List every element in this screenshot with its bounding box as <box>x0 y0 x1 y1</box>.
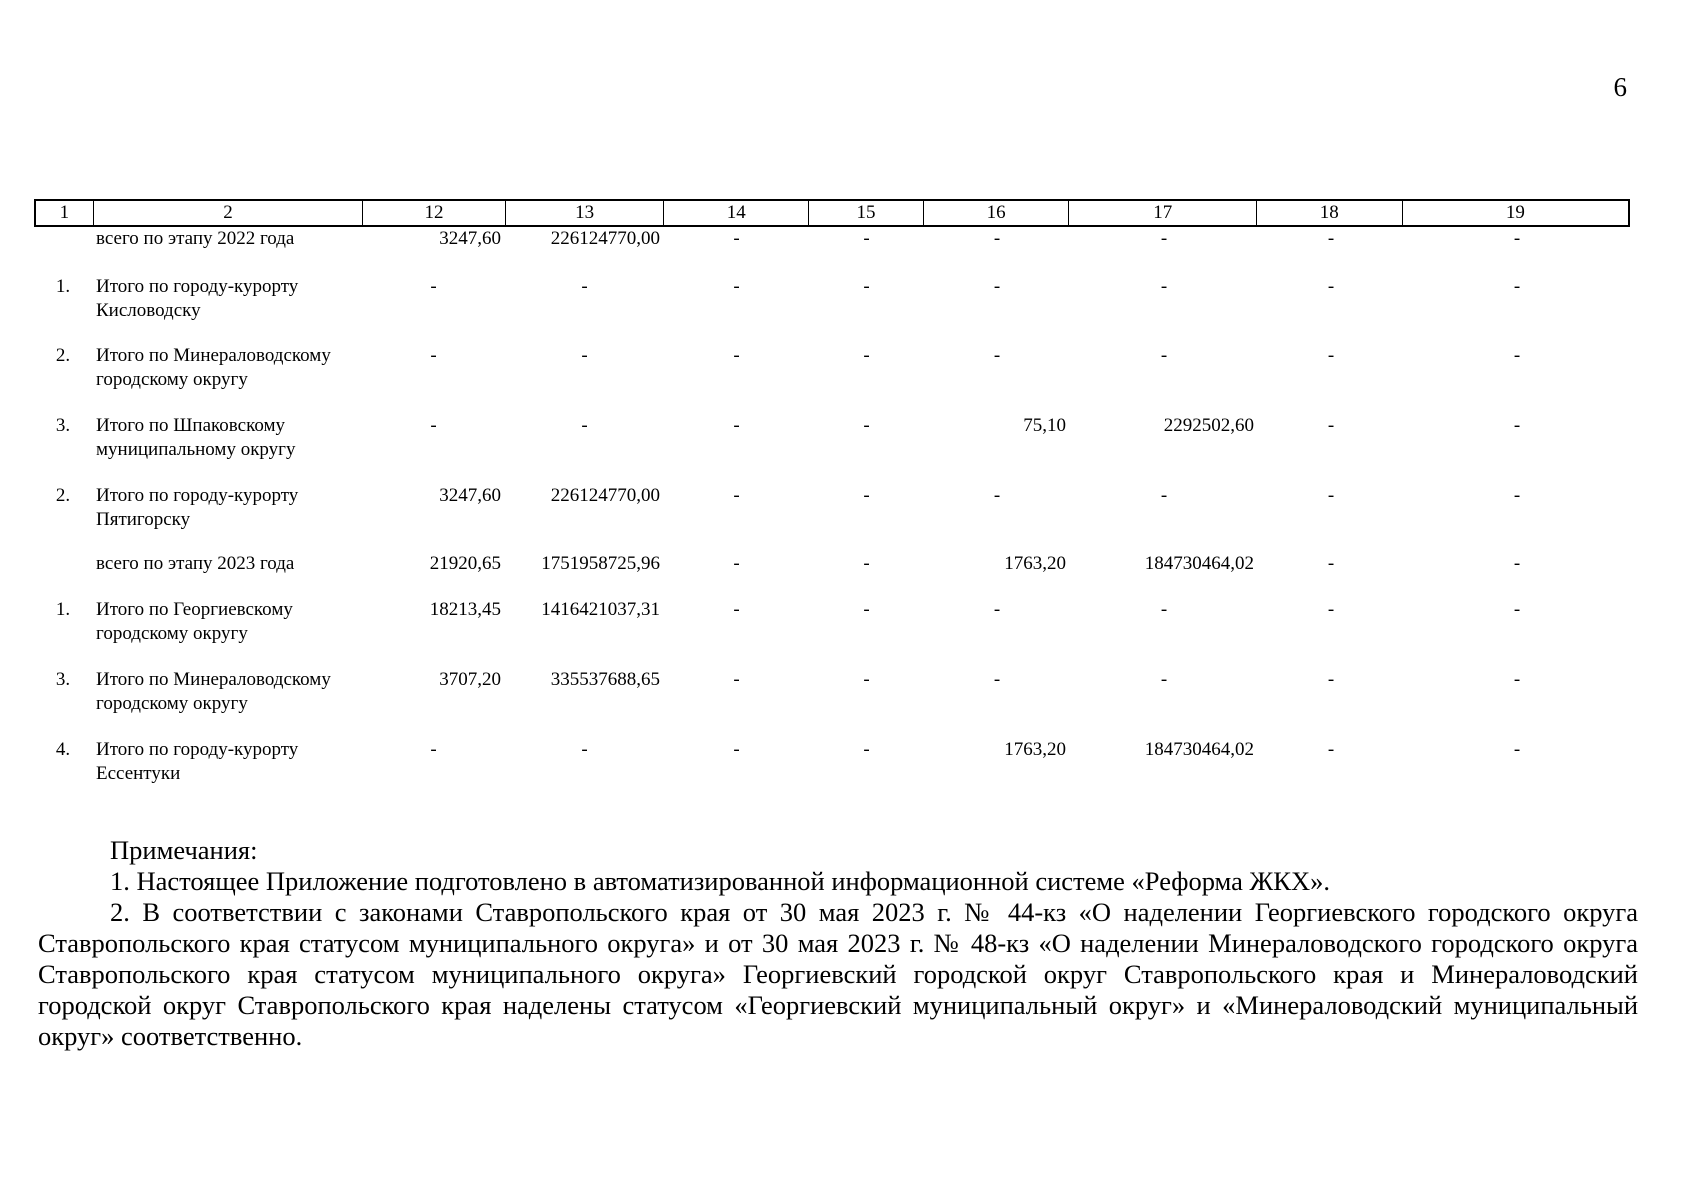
table-cell: 1416421037,31 <box>541 599 660 620</box>
table-cell: 226124770,00 <box>550 228 660 249</box>
table-cell: - <box>863 669 870 690</box>
table-cell: - <box>430 739 437 760</box>
table-cell: - <box>863 599 870 620</box>
table-cell: - <box>1513 669 1521 690</box>
table-row <box>34 275 1630 344</box>
row-name: Итого по Георгиевскому городскому округу <box>96 599 293 644</box>
row-name: Итого по городу-курорту Пятигорску <box>96 485 299 530</box>
note-item: 1. Настоящее Приложение подготовлено в автоматизированной информационной системе «Реформа ЖКХ». <box>110 866 1330 896</box>
table-cell: 1751958725,96 <box>541 553 660 574</box>
row-number: 2. <box>55 485 71 506</box>
table-cell: - <box>1327 669 1335 690</box>
table-cell: - <box>993 669 1001 690</box>
table-body <box>34 227 1630 808</box>
table-cell: 226124770,00 <box>550 485 660 506</box>
table-cell: - <box>581 276 588 297</box>
table-cell: 18213,45 <box>429 599 501 620</box>
table-cell: - <box>1327 228 1335 249</box>
table-cell: - <box>863 276 870 297</box>
table-cell: - <box>581 345 588 366</box>
table-cell: - <box>863 345 870 366</box>
table-cell: - <box>581 739 588 760</box>
table-cell: - <box>863 739 870 760</box>
table-cell: - <box>430 415 437 436</box>
table-cell: - <box>1327 553 1335 574</box>
table-cell: - <box>1160 276 1168 297</box>
table-cell: 1763,20 <box>1004 553 1066 574</box>
table-row <box>34 344 1630 414</box>
table-cell: 184730464,02 <box>1144 739 1254 760</box>
table-cell: - <box>1513 553 1521 574</box>
row-number: 2. <box>55 345 71 366</box>
row-name: Итого по Шпаковскому муниципальному округу <box>96 415 296 460</box>
table-cell: - <box>1327 276 1335 297</box>
row-number: 4. <box>55 739 71 760</box>
table-cell: 21920,65 <box>429 553 501 574</box>
table-cell: - <box>1513 415 1521 436</box>
table-cell: - <box>733 345 740 366</box>
table-cell: - <box>733 415 740 436</box>
table-cell: - <box>1327 345 1335 366</box>
table-cell: - <box>1160 599 1168 620</box>
table-cell: 1763,20 <box>1004 739 1066 760</box>
table-cell: - <box>1160 228 1168 249</box>
column-header: 19 <box>1505 202 1525 223</box>
column-header: 18 <box>1257 201 1403 225</box>
table-cell: 3247,60 <box>439 485 501 506</box>
row-name: всего по этапу 2022 года <box>96 228 295 249</box>
row-name: Итого по Минераловодскому городскому округу <box>96 669 331 714</box>
table-cell: - <box>1160 345 1168 366</box>
table-cell: - <box>863 228 870 249</box>
row-number: 3. <box>55 669 71 690</box>
table-row <box>34 598 1630 668</box>
column-header: 1 <box>36 201 94 225</box>
table-cell: - <box>863 485 870 506</box>
table-cell: - <box>1513 599 1521 620</box>
table-row <box>34 227 1630 275</box>
table-cell: - <box>1513 739 1521 760</box>
table-cell: - <box>863 415 870 436</box>
table-cell: - <box>1327 415 1335 436</box>
table-cell: - <box>863 553 870 574</box>
table-cell: - <box>993 276 1001 297</box>
row-name: всего по этапу 2023 года <box>96 553 295 574</box>
column-header: 16 <box>924 201 1070 225</box>
table-row <box>34 668 1630 738</box>
table-cell: 335537688,65 <box>550 669 660 690</box>
table-cell: - <box>1160 485 1168 506</box>
column-header: 13 <box>506 201 665 225</box>
table-cell: - <box>733 276 740 297</box>
table-cell: - <box>993 228 1001 249</box>
table-header <box>34 199 1630 227</box>
table-cell: 75,10 <box>1023 415 1066 436</box>
table-cell: - <box>1327 599 1335 620</box>
table-cell: - <box>1513 276 1521 297</box>
row-number: 1. <box>55 599 71 620</box>
table-row <box>34 484 1630 552</box>
table-cell: 3707,20 <box>439 669 501 690</box>
table-cell: - <box>993 345 1001 366</box>
row-number <box>34 552 92 598</box>
row-name: Итого по Минераловодскому городскому округу <box>96 345 331 390</box>
table-cell: - <box>1327 739 1335 760</box>
table-cell: - <box>733 669 740 690</box>
row-number: 1. <box>55 276 71 297</box>
notes-title: Примечания: <box>110 835 258 865</box>
table-cell: - <box>581 415 588 436</box>
page-number: 6 <box>1613 72 1627 102</box>
table-cell: - <box>1513 228 1521 249</box>
table-row <box>34 552 1630 598</box>
table-cell: - <box>733 553 740 574</box>
table-cell: - <box>1513 485 1521 506</box>
table-cell: - <box>733 599 740 620</box>
table-cell: - <box>993 485 1001 506</box>
table-cell: 184730464,02 <box>1144 553 1254 574</box>
table-cell: - <box>430 276 437 297</box>
column-header: 12 <box>363 201 506 225</box>
table-row <box>34 414 1630 484</box>
row-name: Итого по городу-курорту Ессентуки <box>96 739 299 784</box>
table-cell: - <box>430 345 437 366</box>
row-number: 3. <box>55 415 71 436</box>
row-number <box>34 227 92 275</box>
column-header: 2 <box>94 201 363 225</box>
table-cell: - <box>1327 485 1335 506</box>
table-cell: - <box>733 739 740 760</box>
table-cell: - <box>1513 345 1521 366</box>
table-row <box>34 738 1630 808</box>
table-cell: - <box>733 485 740 506</box>
column-header: 15 <box>809 201 924 225</box>
notes <box>38 835 1638 1052</box>
table-cell: - <box>993 599 1001 620</box>
column-header: 17 <box>1069 201 1257 225</box>
note-item: 2. В соответствии с законами Ставропольского края от 30 мая 2023 г. № 44-кз «О наделении Георгиевского городского округа Ставропольского края статусом муниципального округа» и от 30 мая 2023 г. № 48-кз «О наделении Минераловодского городского округа Ставропольского края статусом муниципального округа» Георгиевский городской округ Ставропольского края и Минераловодский городской округ Ставропольского края наделены статусом «Георгиевский муниципальный округ» и «Минераловодский муниципальный округ» соответственно. <box>38 897 1638 1051</box>
table-cell: - <box>733 228 740 249</box>
table-cell: 2292502,60 <box>1163 415 1254 436</box>
table-cell: 3247,60 <box>439 228 501 249</box>
table-cell: - <box>1160 669 1168 690</box>
row-name: Итого по городу-курорту Кисловодску <box>96 276 299 321</box>
column-header: 14 <box>664 201 809 225</box>
